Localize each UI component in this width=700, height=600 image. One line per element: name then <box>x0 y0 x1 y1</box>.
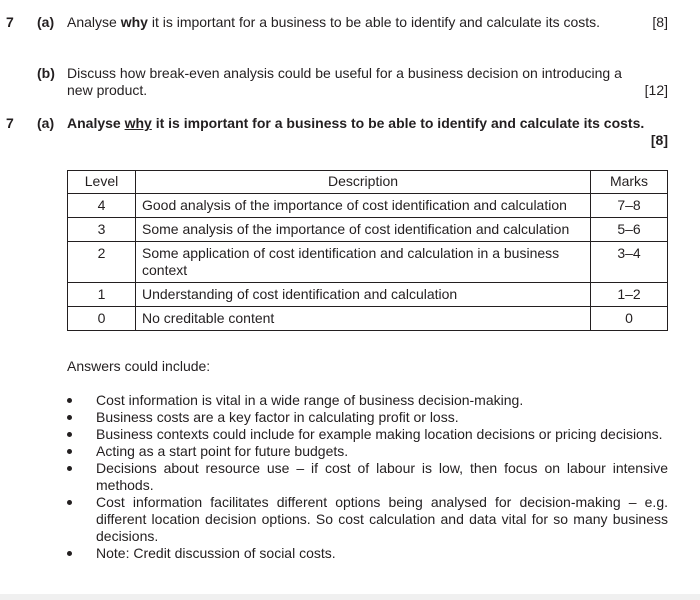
list-item <box>67 494 668 545</box>
table-header-row <box>68 171 668 194</box>
answers-list <box>67 392 668 562</box>
row-description: Some application of cost identification and calculation in a business context <box>136 242 591 283</box>
list-item-text: Cost information facilitates different options being analysed for decision-making – e.g. different location decision options. So cost calculation and data vital for so many business decisions. <box>96 494 668 544</box>
answers-intro: Answers could include: <box>67 358 211 374</box>
list-item-text: Cost information is vital in a wide range of business decision-making. <box>96 392 524 408</box>
table-row <box>68 283 668 307</box>
ms-part-a-text-underline: why <box>124 115 152 131</box>
row-level: 2 <box>68 242 136 283</box>
list-item-text: Business contexts could include for example making location decisions or pricing decisions. <box>96 426 663 442</box>
list-item <box>67 443 668 460</box>
list-item <box>67 426 668 443</box>
part-a-letter: (a) <box>37 14 55 30</box>
list-item <box>67 545 668 562</box>
list-item-text: Business costs are a key factor in calculating profit or loss. <box>96 409 459 425</box>
table-row <box>68 307 668 331</box>
ms-part-a-text-after: it is important for a business to be able to identify and calculate its costs. <box>151 115 645 131</box>
part-b-text: Discuss how break-even analysis could be useful for a business decision on introducing a new product. <box>67 65 622 98</box>
header-description: Description <box>136 171 591 194</box>
part-b-marks: [12] <box>644 82 668 98</box>
ms-part-a-text-before: Analyse <box>67 115 125 131</box>
row-marks: 5–6 <box>591 218 668 242</box>
list-item <box>67 392 668 409</box>
row-level: 1 <box>68 283 136 307</box>
row-marks: 0 <box>591 307 668 331</box>
levels-table <box>67 170 668 331</box>
page-bottom-divider <box>0 594 700 600</box>
header-marks: Marks <box>591 171 668 194</box>
part-b-letter: (b) <box>37 65 55 81</box>
part-a-text-bold: why <box>120 14 148 30</box>
row-description: No creditable content <box>136 307 591 331</box>
part-a-marks: [8] <box>652 14 668 30</box>
list-item <box>67 460 668 494</box>
bullet-icon <box>67 398 72 403</box>
table-row <box>68 218 668 242</box>
row-description: Good analysis of the importance of cost identification and calculation <box>136 194 591 218</box>
bullet-icon <box>67 466 72 471</box>
ms-part-a-question <box>67 115 668 149</box>
ms-part-a-marks: [8] <box>650 132 668 148</box>
part-a-text-after: it is important for a business to be able to identify and calculate its costs. <box>147 14 601 30</box>
bullet-icon <box>67 500 72 505</box>
table-row <box>68 242 668 283</box>
part-b-question <box>67 65 668 99</box>
part-a-text-before: Analyse <box>67 14 121 30</box>
ms-part-a-letter: (a) <box>37 115 55 131</box>
list-item <box>67 409 668 426</box>
row-level: 0 <box>68 307 136 331</box>
question-number: 7 <box>6 14 14 30</box>
list-item-text: Decisions about resource use – if cost of labour is low, then focus on labour intensive methods. <box>96 460 668 493</box>
table-row <box>68 194 668 218</box>
bullet-icon <box>67 415 72 420</box>
bullet-icon <box>67 449 72 454</box>
row-level: 4 <box>68 194 136 218</box>
bullet-icon <box>67 551 72 556</box>
list-item-text: Acting as a start point for future budgets. <box>96 443 349 459</box>
row-level: 3 <box>68 218 136 242</box>
row-marks: 1–2 <box>591 283 668 307</box>
ms-question-number: 7 <box>6 115 14 131</box>
row-marks: 7–8 <box>591 194 668 218</box>
bullet-icon <box>67 432 72 437</box>
list-item-text: Note: Credit discussion of social costs. <box>96 545 336 561</box>
row-marks: 3–4 <box>591 242 668 283</box>
row-description: Understanding of cost identification and calculation <box>136 283 591 307</box>
part-a-question <box>67 14 668 31</box>
header-level: Level <box>68 171 136 194</box>
row-description: Some analysis of the importance of cost identification and calculation <box>136 218 591 242</box>
